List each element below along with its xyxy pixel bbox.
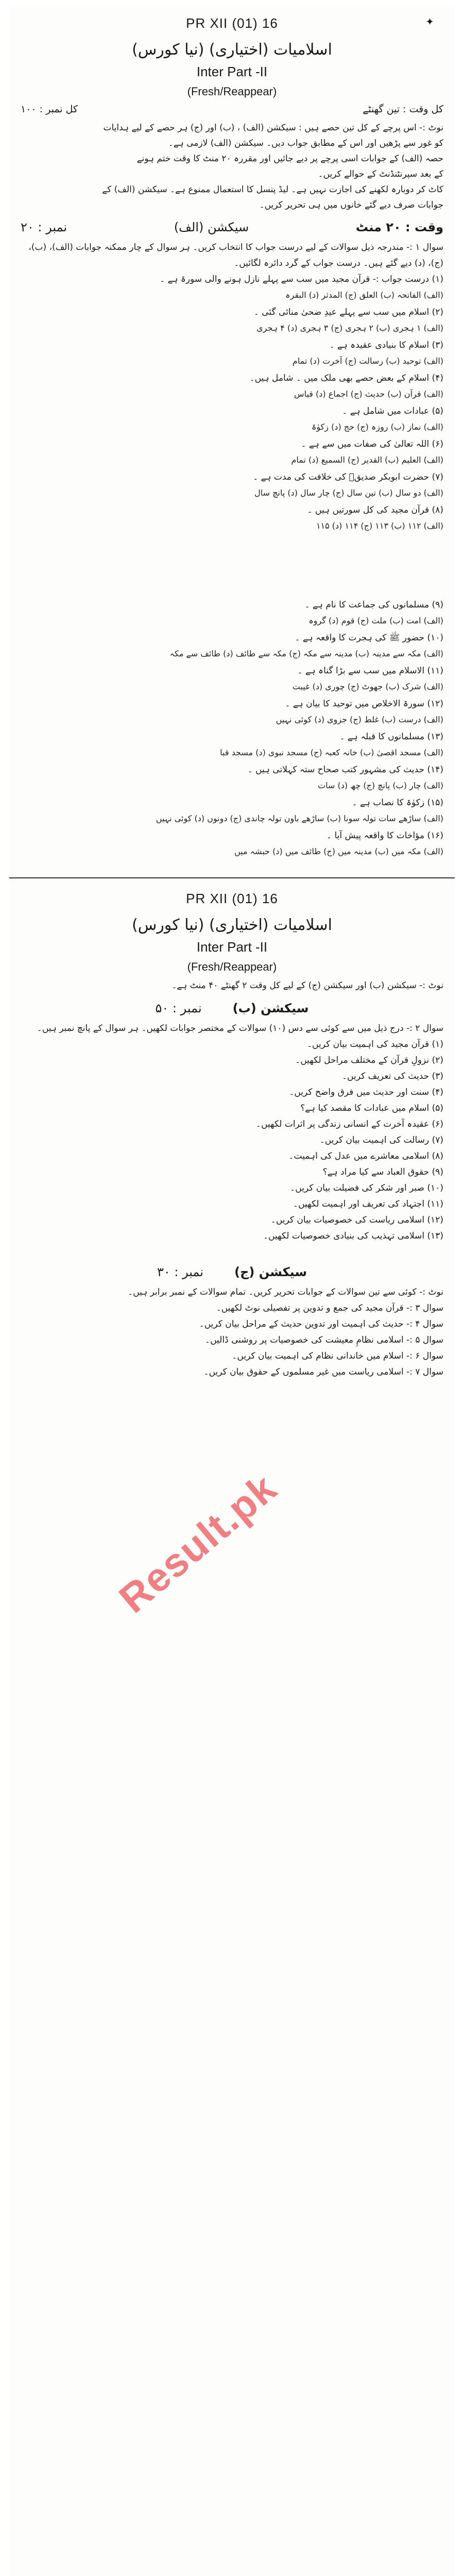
- note-line: کو غور سے پڑھیں اور اس کے مطابق جواب دیں۔ سیکشن (الف) لازمی ہے۔: [168, 138, 443, 148]
- page-divider: [9, 877, 455, 878]
- paper1-header: [9, 15, 455, 98]
- paper1-time-marks: [21, 104, 443, 115]
- mcq-options: (الف) توحید (ب) رسالت (ج) آخرت (د) تمام: [292, 356, 443, 366]
- section-a-heading: [21, 220, 443, 234]
- mcq-options: (الف) ۱۱۲ (ب) ۱۱۳ (ج) ۱۱۴ (د) ۱۱۵: [316, 521, 443, 531]
- mcq-options: (الف) امت (ب) ملت (ج) قوم (د) گروہ: [308, 616, 443, 625]
- short-question: (۱۰) صبر اور شکر کی فضیلت بیان کریں۔: [290, 1183, 443, 1193]
- long-question: سوال ۷ :- اسلامی ریاست میں غیر مسلموں کے حقوق بیان کریں۔: [203, 1367, 443, 1377]
- mcq-question: (۴) اسلام کے بعض حصے بھی ملک میں ۔ شامل ہیں۔: [249, 373, 443, 383]
- long-question: سوال ۴ :- حدیث کی اہمیت اور تدوین حدیث کے مراحل بیان کریں۔: [199, 1319, 443, 1329]
- section-b-marks: نمبر : ۵۰: [155, 1001, 202, 1015]
- mcq-question: (۵) عبادات میں شامل ہے ۔: [342, 406, 443, 416]
- paper2-fresh: (Fresh/Reappear): [187, 960, 277, 973]
- marks-total: کل نمبر : ۱۰۰: [21, 104, 78, 115]
- section-b-heading: [21, 1001, 443, 1015]
- mcq-options: (الف) ساڑھے سات تولہ سونا (ب) ساڑھے باون تولہ چاندی (ج) دونوں (د) کوئی نہیں: [156, 814, 443, 823]
- instructions: [9, 120, 455, 213]
- long-questions: [9, 1300, 455, 1380]
- short-question: (۱) قرآن مجید کی اہمیت بیان کریں۔: [307, 1039, 443, 1049]
- mcq-options: (الف) درست (ب) غلط (ج) جزوی (د) کوئی نہیں: [276, 715, 443, 724]
- exam-paper: [9, 6, 455, 2576]
- paper1-fresh: (Fresh/Reappear): [187, 85, 277, 98]
- short-question: (۲) نزولِ قرآن کے مختلف مراحل لکھیں۔: [295, 1055, 443, 1065]
- paper1-part: Inter Part -II: [196, 64, 268, 79]
- mcq-options: (الف) چار (ب) پانچ (ج) چھ (د) سات: [318, 781, 443, 790]
- note-line: جوابات صرف دیے گئے خانوں میں ہی تحریر کریں۔: [259, 200, 443, 210]
- short-question: (۱۲) اسلامی ریاست کی خصوصیات بیان کریں۔: [270, 1215, 443, 1225]
- mcq-question: (۱۶) مؤاخات کا واقعہ پیش آیا ۔: [326, 831, 443, 841]
- mcq-question: (۱۴) حدیث کی مشہور کتب صحاح ستہ کہلاتی ہیں ۔: [247, 765, 443, 775]
- mcq-question: (۶) اللہ تعالیٰ کی صفات میں سے ہے ۔: [301, 439, 443, 449]
- short-question: (۴) سنت اور حدیث میں فرق واضح کریں۔: [289, 1087, 443, 1097]
- section-a-time: وقت : ۲۰ منٹ: [355, 220, 443, 234]
- mcq-list-2: [9, 597, 455, 859]
- mcq-options: (الف) مکہ میں (ب) مدینہ میں (ج) طائف میں (د) حبشہ میں: [234, 846, 443, 856]
- mcq-question: (۱۵) زکوٰۃ کا نصاب ہے ۔: [352, 798, 443, 808]
- mcq-options: (الف) مسجد اقصیٰ (ب) خانہ کعبہ (ج) مسجد نبوی (د) مسجد قبا: [220, 748, 443, 757]
- mcq-question: (۷) حضرت ابوبکر صدیقؓ کی خلافت کی مدت ہے ۔: [253, 472, 443, 482]
- mcq-question: (۱۲) سورۃ الاخلاص میں توحید کا بیان ہے ۔: [285, 699, 443, 709]
- mcq-question: (۹) مسلمانوں کی جماعت کا نام ہے ۔: [304, 600, 443, 610]
- long-question: سوال ۶ :- اسلام میں خاندانی نظام کی اہمیت بیان کریں۔: [232, 1351, 443, 1361]
- short-question: (۵) اسلام میں عبادات کا مقصد کیا ہے؟: [300, 1103, 443, 1113]
- long-question: سوال ۵ :- اسلامی نظامِ معیشت کی خصوصیات پر روشنی ڈالیں۔: [205, 1335, 443, 1345]
- paper2-part: Inter Part -II: [196, 939, 268, 955]
- mcq-question: (۲) اسلام میں سب سے پہلے عیدِ ضحیٰ منائی گئی ۔: [253, 307, 443, 317]
- paper-logo-mark: ✦: [425, 15, 434, 28]
- mcq-options: (الف) الفاتحہ (ب) العلق (ج) المدثر (د) البقرہ: [285, 290, 443, 300]
- paper2-code: PR XII (01) 16: [186, 891, 278, 906]
- short-question: (۳) حدیث کی تعریف کریں۔: [342, 1071, 443, 1081]
- short-question: (۹) حقوق العباد سے کیا مراد ہے؟: [322, 1167, 443, 1177]
- watermark: Result.pk: [110, 1464, 285, 1622]
- short-question: (۱۱) اجتہاد کی تعریف اور اہمیت لکھیں۔: [293, 1199, 443, 1209]
- section-b-title: سیکشن (ب): [232, 1001, 309, 1015]
- section-c-heading: [21, 1265, 443, 1279]
- mcq-options: (الف) العلیم (ب) القدیر (ج) السمیع (د) تمام: [291, 455, 443, 465]
- note-line: حصہ (الف) کے جوابات اسی پرچے پر دیے جائیں اور مقررہ ۲۰ منٹ کا وقت ختم ہونے: [136, 154, 443, 164]
- paper2-header: [9, 891, 455, 974]
- paper1-code: PR XII (01) 16: [186, 15, 278, 31]
- short-question: (۸) اسلامی معاشرے میں عدل کی اہمیت۔: [288, 1151, 443, 1161]
- short-question: (۱۳) اسلامی تہذیب کی بنیادی خصوصیات لکھیں۔: [263, 1231, 443, 1241]
- section-a-title: سیکشن (الف): [174, 220, 249, 234]
- section-a-marks: نمبر : ۲۰: [21, 220, 67, 234]
- long-question: سوال ۳ :- قرآن مجید کی جمع و تدوین پر تفصیلی نوٹ لکھیں۔: [216, 1303, 443, 1313]
- section-c-intro: نوٹ :- کوئی سے تین سوالات کے جوابات تحریر کریں۔ تمام سوالات کے نمبر برابر ہیں۔: [128, 1287, 443, 1297]
- mcq-question: (۱۱) الاسلام میں سب سے بڑا گناہ ہے ۔: [297, 666, 443, 676]
- time-total: کل وقت : تین گھنٹے: [363, 104, 443, 115]
- section-b-intro: سوال ۲ :- درج ذیل میں سے کوئی سے دس (۱۰) سوالات کے مختصر جوابات لکھیں۔ ہر سوال کے پانچ نمبر ہیں۔: [37, 1023, 443, 1033]
- short-questions: [9, 1037, 455, 1244]
- mcq-options: (الف) قرآن (ب) حدیث (ج) اجماع (د) قیاس: [294, 389, 443, 399]
- mcq-options: (الف) شرک (ب) جھوٹ (ج) چوری (د) غیبت: [292, 682, 443, 691]
- mcq-options: (الف) مکہ سے مدینہ (ب) مدینہ سے مکہ (ج) مکہ سے طائف (د) طائف سے مکہ: [169, 649, 443, 658]
- short-question: (۶) عقیدہ آخرت کے انسانی زندگی پر اثرات لکھیں۔: [255, 1119, 443, 1129]
- section-c-marks: نمبر : ۳۰: [157, 1265, 204, 1279]
- paper2-note: نوٹ :- سیکشن (ب) اور سیکشن (ج) کے لیے کل وقت ۲ گھنٹے ۴۰ منٹ ہے۔: [171, 980, 443, 991]
- mcq-question: (۱۰) حضور ﷺ کی ہجرت کا واقعہ ہے ۔: [295, 633, 443, 643]
- mcq-question: (۱۳) مسلمانوں کا قبلہ ہے ۔: [339, 732, 443, 742]
- question-1-intro: سوال ۱ :- مندرجہ ذیل سوالات کے لیے درست جواب کا انتخاب کریں۔ ہر سوال کے چار ممکنہ جوابات (الف)، (ب)، (ج)، (د) دیے گئے ہیں۔ درست جواب کے گرد دائرہ لگائیں۔: [28, 242, 443, 268]
- mcq-options: (الف) ۱ ہجری (ب) ۲ ہجری (ج) ۳ ہجری (د) ۴ ہجری: [256, 323, 443, 333]
- short-question: (۷) رسالت کی اہمیت بیان کریں۔: [319, 1135, 443, 1145]
- mcq-question: (۳) اسلام کا بنیادی عقیدہ ہے ۔: [329, 340, 443, 350]
- note-line: کاٹ کر دوبارہ لکھنے کی اجازت نہیں ہے۔ لیڈ پنسل کا استعمال ممنوع ہے۔ سیکشن (الف) کے: [102, 184, 443, 195]
- section-c-title: سیکشن (ج): [234, 1265, 307, 1279]
- paper2-subject: اسلامیات (اختیاری) (نیا کورس): [132, 916, 332, 934]
- note-line: نوٹ :- اس پرچے کے کل تین حصے ہیں : سیکشن (الف) ، (ب) اور (ج) ہر حصے کے لیے ہدایات: [103, 123, 443, 133]
- mcq-list-1: [9, 272, 455, 533]
- mcq-options: (الف) دو سال (ب) تین سال (ج) چار سال (د) پانچ سال: [254, 488, 443, 498]
- mcq-options: (الف) نماز (ب) روزہ (ج) حج (د) زکوٰۃ: [312, 422, 443, 432]
- paper1-subject: اسلامیات (اختیاری) (نیا کورس): [132, 41, 332, 59]
- mcq-question: (۱) درست جواب :- قرآن مجید میں سب سے پہلے نازل ہونے والی سورۃ ہے ۔: [160, 274, 443, 284]
- mcq-question: (۸) قرآن مجید کی کل سورتیں ہیں ۔: [307, 505, 443, 515]
- note-line: کے بعد سپرنٹنڈنٹ کے حوالے کریں۔: [318, 169, 443, 179]
